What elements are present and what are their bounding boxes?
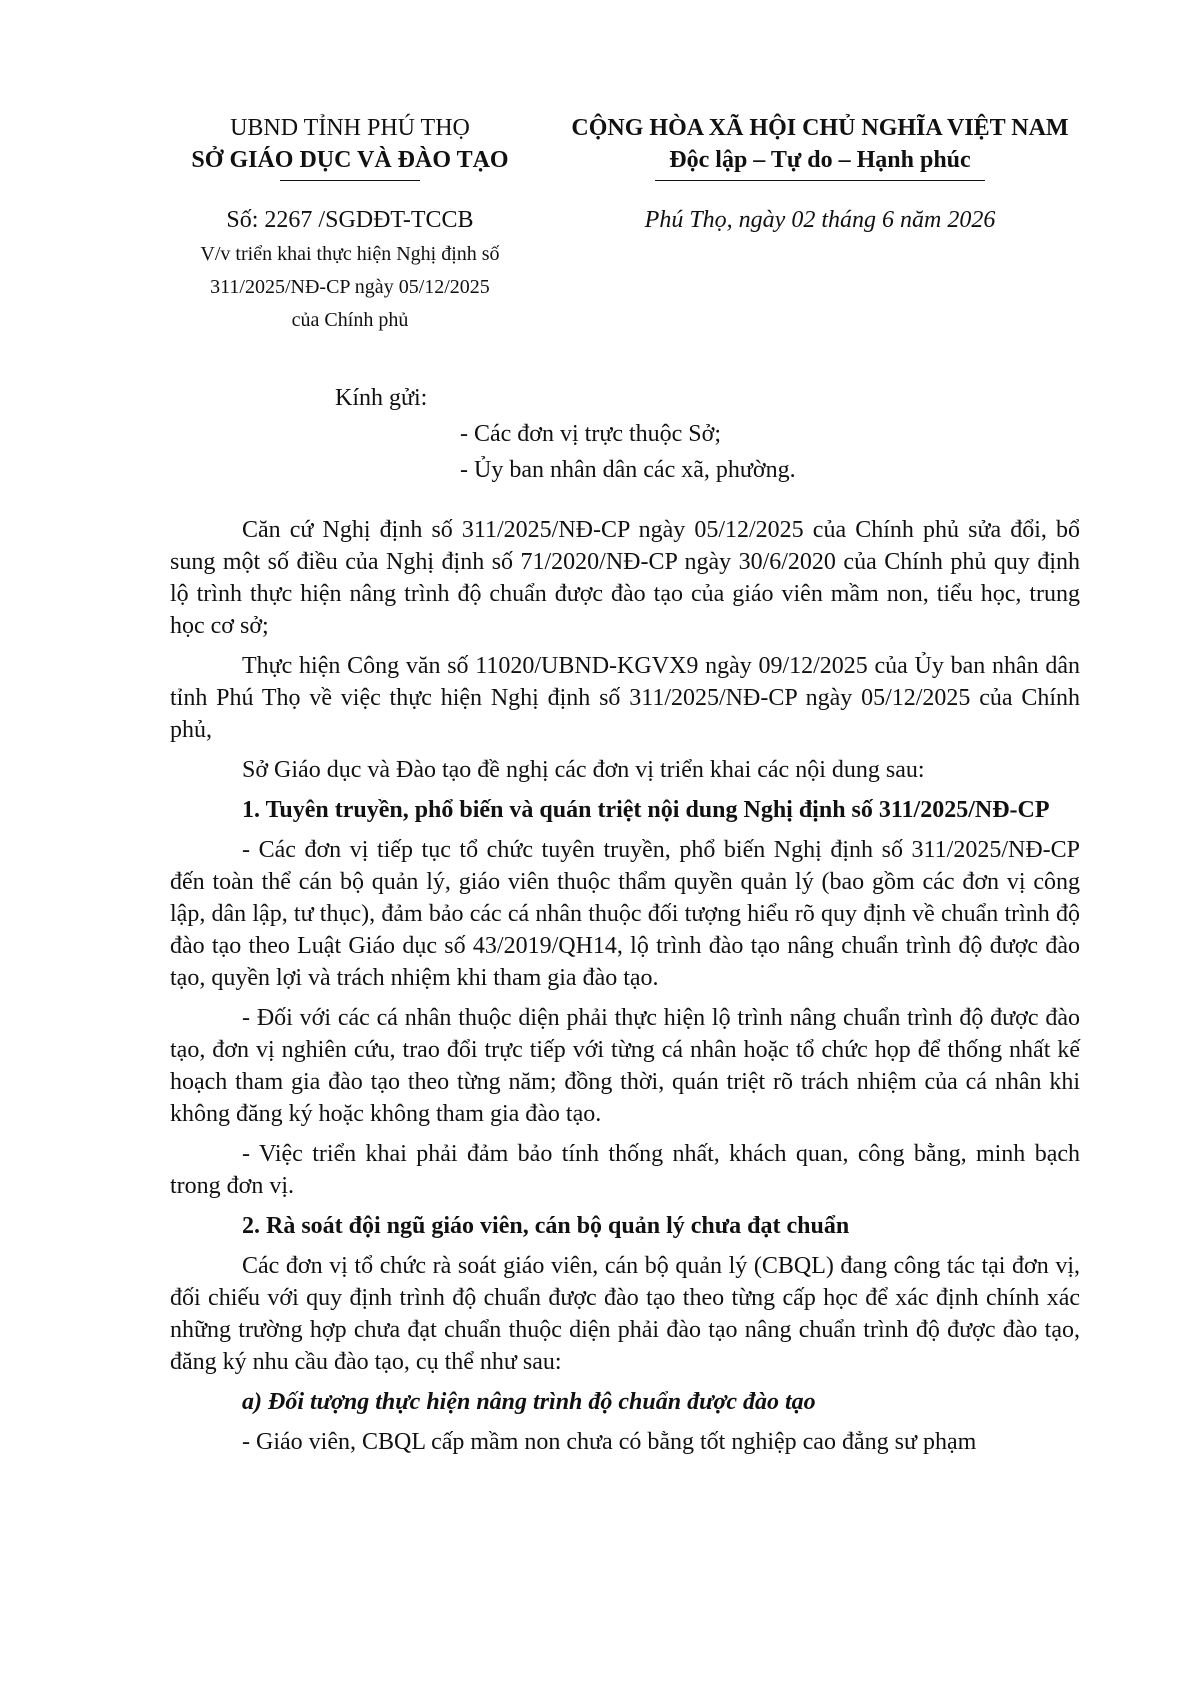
issuer-agency: SỞ GIÁO DỤC VÀ ĐÀO TẠO bbox=[191, 147, 509, 173]
national-title: CỘNG HÒA XÃ HỘI CHỦ NGHĨA VIỆT NAM bbox=[571, 115, 1069, 141]
issuer-block bbox=[150, 112, 550, 334]
issue-date: Phú Thọ, ngày 02 tháng 6 năm 2026 bbox=[644, 207, 996, 233]
subject-line-1: V/v triển khai thực hiện Nghị định số bbox=[200, 243, 500, 265]
paragraph-legal-basis: Căn cứ Nghị định số 311/2025/NĐ-CP ngày 05/12/2025 của Chính phủ sửa đổi, bổ sung một số điều của Nghị định số 71/2020/NĐ-CP ngày 30/6/2020 của Chính phủ quy định lộ trình thực hiện nâng trình độ chuẩn được đào tạo của giáo viên mầm non, tiểu học, trung học cơ sở; bbox=[170, 517, 1080, 639]
document-number: Số: 2267 /SGDĐT-TCCB bbox=[226, 207, 474, 233]
document-header bbox=[0, 112, 1190, 342]
paragraph-request: Sở Giáo dục và Đào tạo đề nghị các đơn vị triển khai các nội dung sau: bbox=[242, 757, 925, 783]
recipients-block bbox=[335, 380, 1095, 488]
paragraph-section-1-a: - Các đơn vị tiếp tục tổ chức tuyên truyền, phổ biến Nghị định số 311/2025/NĐ-CP đến toàn thể cán bộ quản lý, giáo viên thuộc thẩm quyền quản lý (bao gồm các đơn vị công lập, dân lập, tư thục), đảm bảo các cá nhân thuộc đối tượng hiểu rõ quy định về chuẩn trình độ đào tạo theo Luật Giáo dục số 43/2019/QH14, lộ trình đào tạo nâng chuẩn trình độ được đào tạo, quyền lợi và trách nhiệm khi tham gia đào tạo. bbox=[170, 837, 1080, 991]
subject-line-2: 311/2025/NĐ-CP ngày 05/12/2025 bbox=[210, 276, 490, 298]
paragraph-implementation: Thực hiện Công văn số 11020/UBND-KGVX9 ngày 09/12/2025 của Ủy ban nhân dân tỉnh Phú Thọ về việc thực hiện Nghị định số 311/2025/NĐ-CP ngày 05/12/2025 của Chính phủ, bbox=[170, 653, 1080, 743]
document-body bbox=[170, 514, 1080, 1466]
recipients-label: Kính gửi: bbox=[335, 385, 428, 411]
paragraph-section-2: Các đơn vị tổ chức rà soát giáo viên, cán bộ quản lý (CBQL) đang công tác tại đơn vị, đối chiếu với quy định trình độ chuẩn được đào tạo theo từng cấp học để xác định chính xác những trường hợp chưa đạt chuẩn thuộc diện phải đào tạo nâng chuẩn trình độ được đào tạo, đăng ký nhu cầu đào tạo, cụ thể như sau: bbox=[170, 1253, 1080, 1375]
recipient-item: - Ủy ban nhân dân các xã, phường. bbox=[460, 457, 796, 483]
paragraph-section-1-c: - Việc triển khai phải đảm bảo tính thống nhất, khách quan, công bằng, minh bạch trong đơn vị. bbox=[170, 1141, 1080, 1199]
paragraph-subsection-a: - Giáo viên, CBQL cấp mầm non chưa có bằng tốt nghiệp cao đẳng sư phạm bbox=[242, 1429, 977, 1455]
section-heading-1: 1. Tuyên truyền, phổ biến và quán triệt nội dung Nghị định số 311/2025/NĐ-CP bbox=[242, 797, 1050, 823]
national-block bbox=[560, 112, 1080, 235]
subsection-heading-a: a) Đối tượng thực hiện nâng trình độ chuẩn được đào tạo bbox=[242, 1389, 816, 1415]
national-motto: Độc lập – Tự do – Hạnh phúc bbox=[669, 147, 971, 173]
recipient-item: - Các đơn vị trực thuộc Sở; bbox=[460, 421, 722, 447]
issuer-underline bbox=[280, 180, 420, 181]
motto-underline bbox=[655, 180, 985, 181]
subject-line-3: của Chính phủ bbox=[291, 309, 409, 331]
issuer-parent-agency: UBND TỈNH PHÚ THỌ bbox=[230, 115, 470, 141]
paragraph-section-1-b: - Đối với các cá nhân thuộc diện phải thực hiện lộ trình nâng chuẩn trình độ được đào tạo, đơn vị nghiên cứu, trao đổi trực tiếp với từng cá nhân hoặc tổ chức họp để thống nhất kế hoạch tham gia đào tạo theo từng năm; đồng thời, quán triệt rõ trách nhiệm của cá nhân khi không đăng ký hoặc không tham gia đào tạo. bbox=[170, 1005, 1080, 1127]
section-heading-2: 2. Rà soát đội ngũ giáo viên, cán bộ quản lý chưa đạt chuẩn bbox=[242, 1213, 850, 1239]
